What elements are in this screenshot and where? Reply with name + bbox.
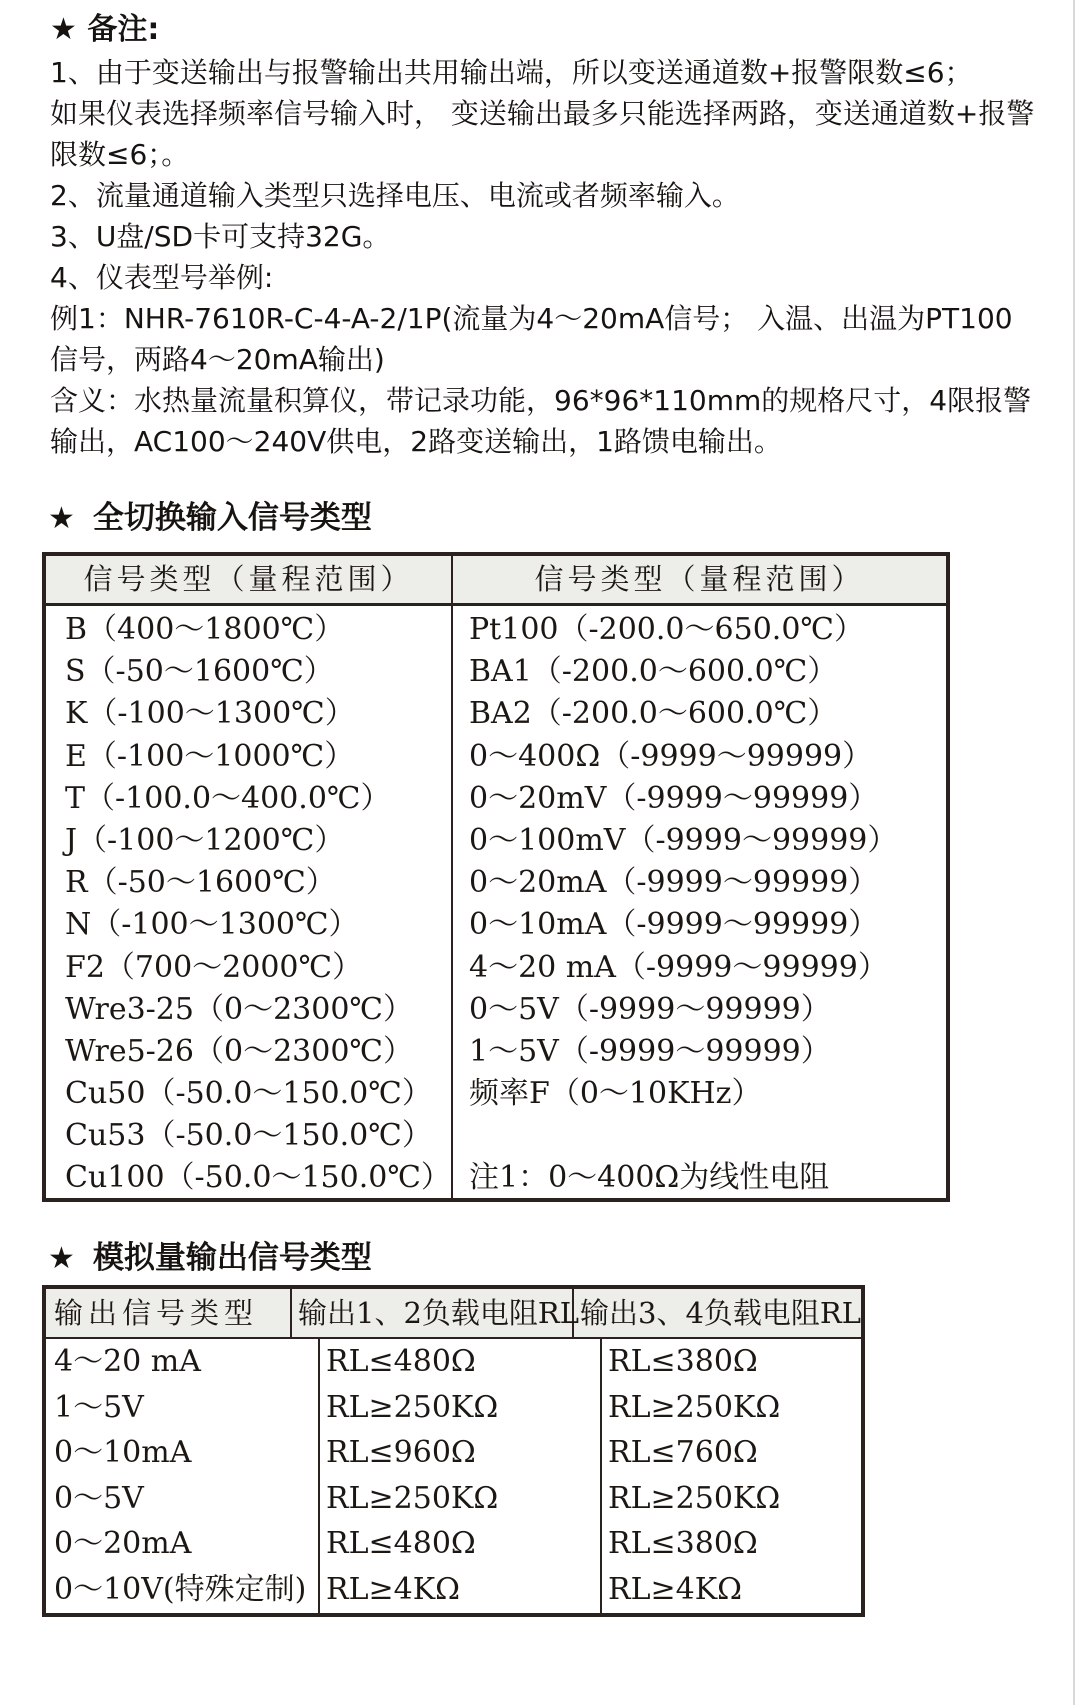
table-row [46,1339,861,1385]
page-edge-line [1073,0,1075,1705]
table-cell: 0～10mA [46,1430,320,1476]
table-row [46,1430,861,1476]
table-row [46,1385,861,1431]
signal-range-item: S（-50～1600℃） [65,654,334,690]
signal-range-item: 频率F（0～10KHz） [469,1076,762,1112]
signal-range-item: 0～20mA（-9999～99999） [469,865,879,901]
table-cell: 4～20 mA [46,1339,320,1385]
signal-range-item: 0～100mV（-9999～99999） [469,822,898,858]
table-cell: RL≥250KΩ [608,1480,781,1516]
signal-range-item: F2（700～2000℃） [65,949,363,985]
table-cell: RL≥250KΩ [320,1385,602,1431]
table-header-row [46,1289,861,1339]
signal-range-item: 0～10mA（-9999～99999） [469,907,879,943]
table-column-right [453,606,946,1198]
table-cell: 0～5V [46,1476,320,1522]
note-line: 1、由于变送输出与报警输出共用输出端，所以变送通道数+报警限数≤6； [50,56,973,89]
notes-section [50,8,1050,462]
signal-range-item: E（-100～1000℃） [65,738,355,774]
signal-range-item: T（-100.0～400.0℃） [65,780,391,816]
note-line: 限数≤6；。 [50,138,190,171]
table-row [46,1567,861,1613]
table-cell: RL≥250KΩ [608,1389,781,1425]
table-note: 注1：0～400Ω为线性电阻 [469,1160,830,1196]
signal-range-item: Cu50（-50.0～150.0℃） [65,1076,432,1112]
note-line: 含义：水热量流量积算仪，带记录功能，96*96*110mm的规格尺寸，4限报警 [50,384,1032,417]
signal-range-item: 4～20 mA（-9999～99999） [469,949,888,985]
signal-range-item: N（-100～1300℃） [65,907,359,943]
signal-range-item: 1～5V（-9999～99999） [469,1033,831,1069]
signal-range-item: BA1（-200.0～600.0℃） [469,654,838,690]
signal-range-item: BA2（-200.0～600.0℃） [469,696,838,732]
output-signal-table [42,1285,865,1617]
note-line: 例1：NHR-7610R-C-4-A-2/1P(流量为4～20mA信号； 入温、出温为PT100 [50,302,1013,335]
signal-range-item: Wre3-25（0～2300℃） [65,991,413,1027]
signal-range-item: Cu100（-50.0～150.0℃） [65,1160,451,1196]
signal-range-item: 0～5V（-9999～99999） [469,991,831,1027]
signal-range-item: Wre5-26（0～2300℃） [65,1033,413,1069]
table-cell: RL≥4KΩ [320,1567,602,1613]
notes-title: ★ 备注: [50,12,160,47]
signal-range-item: R（-50～1600℃） [65,865,336,901]
section-title-input-signals [48,492,372,537]
note-line: 信号，两路4～20mA输出) [50,343,385,376]
table-header-row [46,556,946,606]
table-cell: RL≤380Ω [608,1526,758,1562]
table-header-cell: 信号类型（量程范围） [46,556,453,603]
note-line: 输出，AC100～240V供电，2路变送输出，1路馈电输出。 [50,425,782,458]
input-signal-table [42,552,950,1202]
note-line: 4、仪表型号举例: [50,261,274,294]
signal-range-item: J（-100～1200℃） [65,822,345,858]
table-header-cell: 输出信号类型 [46,1289,292,1337]
star-icon: ★ [48,501,75,536]
signal-range-item: 0～20mV（-9999～99999） [469,780,879,816]
table-column-left [46,606,453,1198]
signal-range-item: 0～400Ω（-9999～99999） [469,738,873,774]
table-cell: RL≤960Ω [320,1430,602,1476]
section-title-output-signals [48,1232,372,1277]
empty-row [453,1115,946,1157]
table-row [46,1521,861,1567]
star-icon: ★ [48,1241,75,1276]
signal-range-item: B（400～1800℃） [65,612,345,647]
table-cell: 0～10V(特殊定制) [46,1567,320,1613]
table-header-cell: 输出1、2负载电阻RL [292,1289,574,1337]
section-title-text: 全切换输入信号类型 [92,500,372,536]
table-header-cell: 输出3、4负载电阻RL [580,1296,861,1330]
table-cell: RL≤480Ω [320,1339,602,1385]
table-header-cell: 信号类型（量程范围） [534,562,865,596]
section-title-text: 模拟量输出信号类型 [92,1240,372,1276]
signal-range-item: Pt100（-200.0～650.0℃） [469,612,864,647]
table-cell: RL≥4KΩ [608,1571,743,1607]
table-cell: 0～20mA [46,1521,320,1567]
table-cell: RL≤480Ω [320,1521,602,1567]
table-cell: RL≤760Ω [608,1435,758,1471]
table-cell: 1～5V [46,1385,320,1431]
note-line: 2、流量通道输入类型只选择电压、电流或者频率输入。 [50,179,740,212]
note-line: 3、U盘/SD卡可支持32G。 [50,220,391,253]
table-row [46,1476,861,1522]
signal-range-item: K（-100～1300℃） [65,696,355,732]
table-body [46,606,946,1198]
table-cell: RL≤380Ω [608,1344,758,1379]
signal-range-item: Cu53（-50.0～150.0℃） [65,1118,432,1154]
table-cell: RL≥250KΩ [320,1476,602,1522]
note-line: 如果仪表选择频率信号输入时， 变送输出最多只能选择两路，变送通道数+报警 [50,97,1035,130]
